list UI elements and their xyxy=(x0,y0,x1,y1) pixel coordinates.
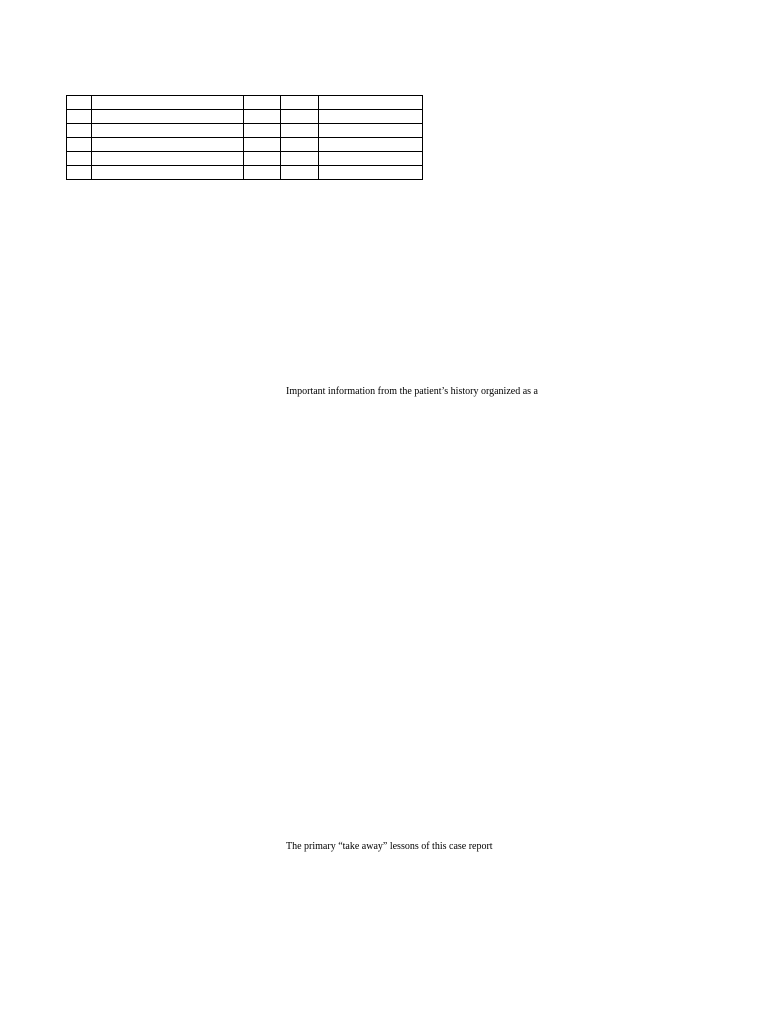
table-row xyxy=(67,96,423,110)
table-cell xyxy=(67,124,92,138)
table-cell xyxy=(319,96,423,110)
table-cell xyxy=(92,110,244,124)
table-cell xyxy=(92,166,244,180)
table-cell xyxy=(67,110,92,124)
table-cell xyxy=(319,124,423,138)
table-row xyxy=(67,138,423,152)
table-cell xyxy=(280,166,318,180)
table-cell xyxy=(244,110,280,124)
table-cell xyxy=(244,152,280,166)
table-cell xyxy=(244,96,280,110)
table-cell xyxy=(92,124,244,138)
table-cell xyxy=(244,166,280,180)
table-row xyxy=(67,124,423,138)
table-cell xyxy=(92,96,244,110)
table-row xyxy=(67,166,423,180)
table-cell xyxy=(67,152,92,166)
table-cell xyxy=(319,110,423,124)
table-cell xyxy=(92,152,244,166)
takeaway-text-line: The primary “take away” lessons of this case report xyxy=(286,841,493,852)
table-cell xyxy=(280,110,318,124)
history-text-line: Important information from the patient’s history organized as a xyxy=(286,386,538,397)
table-cell xyxy=(67,138,92,152)
table-row xyxy=(67,110,423,124)
checklist-table xyxy=(66,95,423,180)
table-cell xyxy=(244,138,280,152)
table-cell xyxy=(319,152,423,166)
table-cell xyxy=(280,138,318,152)
table-cell xyxy=(319,138,423,152)
table-row xyxy=(67,152,423,166)
table-cell xyxy=(67,96,92,110)
table-cell xyxy=(67,166,92,180)
table-cell xyxy=(92,138,244,152)
table-cell xyxy=(319,166,423,180)
table-cell xyxy=(280,152,318,166)
table-cell xyxy=(280,96,318,110)
table-cell xyxy=(244,124,280,138)
table-cell xyxy=(280,124,318,138)
